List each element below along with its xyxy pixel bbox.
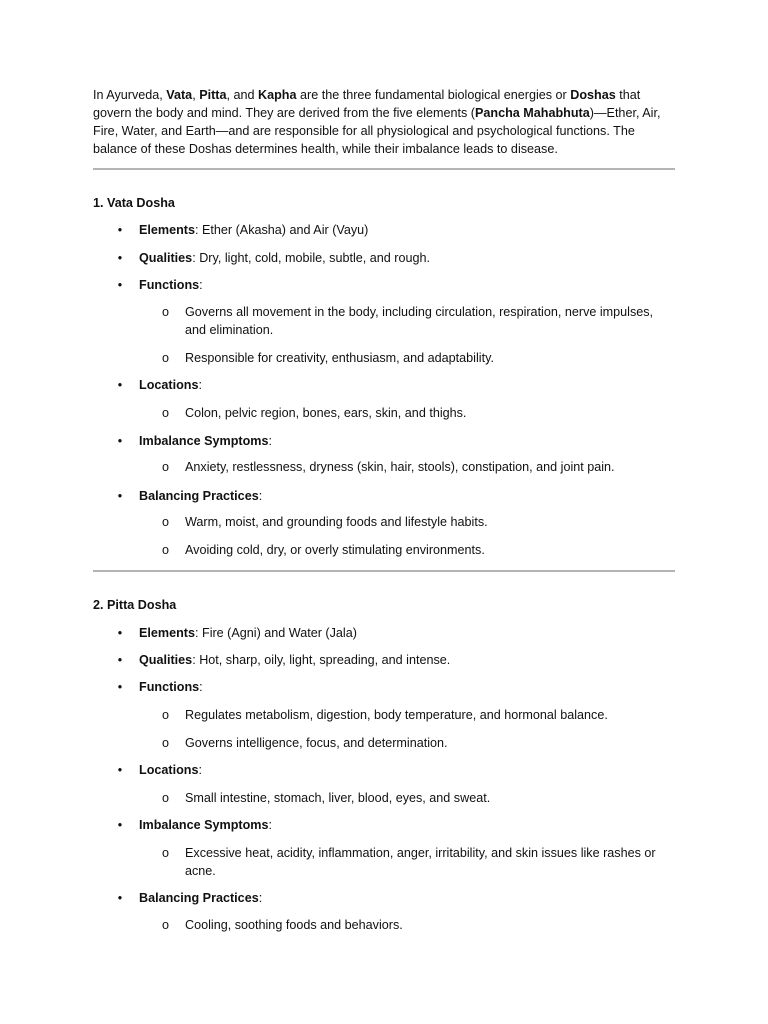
sub-bullet-icon: o bbox=[162, 460, 170, 474]
list-item-text bbox=[139, 487, 669, 505]
bullet-icon: • bbox=[117, 763, 123, 777]
list-item-label: Balancing Practices bbox=[139, 489, 259, 503]
sub-list-item-text: Governs all movement in the body, including circulation, respiration, nerve impulses, and elimination. bbox=[185, 305, 654, 337]
list-item-value: : Hot, sharp, oily, light, spreading, and intense. bbox=[192, 653, 451, 667]
sub-list-item-text: Colon, pelvic region, bones, ears, skin, and thighs. bbox=[185, 406, 467, 420]
sub-list-item-text: Small intestine, stomach, liver, blood, eyes, and sweat. bbox=[185, 791, 491, 805]
intro-term-vata: Vata bbox=[166, 88, 193, 102]
section-title-vata: 1. Vata Dosha bbox=[93, 196, 175, 210]
sub-bullet-icon: o bbox=[162, 406, 170, 420]
section-title-pitta: 2. Pitta Dosha bbox=[93, 598, 177, 612]
list-item-text bbox=[139, 761, 669, 779]
list-item-label: Qualities bbox=[139, 653, 193, 667]
sub-bullet-icon: o bbox=[162, 918, 170, 932]
list-item-text bbox=[139, 624, 669, 642]
list-item-text bbox=[139, 249, 669, 267]
sub-bullet-icon: o bbox=[162, 736, 170, 750]
intro-term-doshas: Doshas bbox=[570, 88, 616, 102]
list-item-label: Locations bbox=[139, 763, 199, 777]
horizontal-divider bbox=[93, 570, 675, 572]
list-item-value: : bbox=[199, 680, 203, 694]
intro-text: , bbox=[192, 88, 200, 102]
sub-bullet-icon: o bbox=[162, 708, 170, 722]
bullet-icon: • bbox=[117, 653, 123, 667]
list-item-text bbox=[139, 221, 669, 239]
sub-list-item-text: Excessive heat, acidity, inflammation, anger, irritability, and skin issues like rashes or acne. bbox=[185, 846, 656, 878]
list-item-text bbox=[139, 651, 669, 669]
bullet-icon: • bbox=[117, 434, 123, 448]
bullet-icon: • bbox=[117, 251, 123, 265]
intro-text: In Ayurveda, bbox=[93, 88, 167, 102]
list-item-value: : bbox=[199, 278, 203, 292]
bullet-icon: • bbox=[117, 223, 123, 237]
sub-bullet-icon: o bbox=[162, 543, 170, 557]
list-item-text bbox=[139, 816, 669, 834]
list-item-label: Imbalance Symptoms bbox=[139, 434, 269, 448]
bullet-icon: • bbox=[117, 378, 123, 392]
list-item-text bbox=[139, 432, 669, 450]
sub-list-item-text: Warm, moist, and grounding foods and lifestyle habits. bbox=[185, 515, 488, 529]
list-item-label: Elements bbox=[139, 223, 195, 237]
list-item-label: Imbalance Symptoms bbox=[139, 818, 269, 832]
intro-paragraph bbox=[93, 86, 678, 158]
sub-bullet-icon: o bbox=[162, 351, 170, 365]
sub-list-item-text: Regulates metabolism, digestion, body temperature, and hormonal balance. bbox=[185, 708, 608, 722]
sub-list-item-text: Anxiety, restlessness, dryness (skin, hair, stools), constipation, and joint pain. bbox=[185, 460, 615, 474]
intro-text: )—Ether, Air, Fire, Water, and Earth—and are responsible for all physiological and psychological functions. The balance of these Doshas determines health, while their imbalance leads to disease. bbox=[93, 106, 661, 156]
list-item-value: : bbox=[198, 763, 202, 777]
horizontal-divider bbox=[93, 168, 675, 170]
sub-bullet-icon: o bbox=[162, 791, 170, 805]
list-item-label: Elements bbox=[139, 626, 195, 640]
bullet-icon: • bbox=[117, 891, 123, 905]
intro-term-pitta: Pitta bbox=[199, 88, 227, 102]
intro-text: that govern the body and mind. They are derived from the five elements ( bbox=[93, 88, 641, 120]
sub-list-item-text: Governs intelligence, focus, and determination. bbox=[185, 736, 448, 750]
bullet-icon: • bbox=[117, 489, 123, 503]
list-item-text bbox=[139, 276, 669, 294]
list-item-label: Balancing Practices bbox=[139, 891, 259, 905]
intro-term-kapha: Kapha bbox=[258, 88, 297, 102]
intro-text: are the three fundamental biological energies or bbox=[296, 88, 571, 102]
intro-term-pancha-mahabhuta: Pancha Mahabhuta bbox=[474, 106, 590, 120]
sub-list-item-text: Responsible for creativity, enthusiasm, and adaptability. bbox=[185, 351, 494, 365]
list-item-label: Qualities bbox=[139, 251, 193, 265]
list-item-value: : bbox=[268, 818, 272, 832]
list-item-value: : bbox=[268, 434, 272, 448]
sub-list-item-text: Avoiding cold, dry, or overly stimulating environments. bbox=[185, 543, 485, 557]
bullet-icon: • bbox=[117, 626, 123, 640]
sub-bullet-icon: o bbox=[162, 515, 170, 529]
intro-text: , and bbox=[226, 88, 259, 102]
bullet-icon: • bbox=[117, 818, 123, 832]
list-item-value: : bbox=[198, 378, 202, 392]
bullet-icon: • bbox=[117, 680, 123, 694]
list-item-value: : Dry, light, cold, mobile, subtle, and rough. bbox=[192, 251, 430, 265]
sub-list-item-text: Cooling, soothing foods and behaviors. bbox=[185, 918, 403, 932]
list-item-value: : bbox=[258, 489, 263, 503]
sub-bullet-icon: o bbox=[162, 846, 170, 860]
sub-bullet-icon: o bbox=[162, 305, 170, 319]
list-item-label: Functions bbox=[139, 278, 200, 292]
bullet-icon: • bbox=[117, 278, 123, 292]
list-item-label: Locations bbox=[139, 378, 199, 392]
list-item-text bbox=[139, 376, 669, 394]
list-item-value: : bbox=[258, 891, 263, 905]
list-item-text bbox=[139, 889, 669, 907]
list-item-value: : Ether (Akasha) and Air (Vayu) bbox=[195, 223, 369, 237]
list-item-label: Functions bbox=[139, 680, 200, 694]
list-item-value: : Fire (Agni) and Water (Jala) bbox=[195, 626, 357, 640]
list-item-text bbox=[139, 678, 669, 696]
